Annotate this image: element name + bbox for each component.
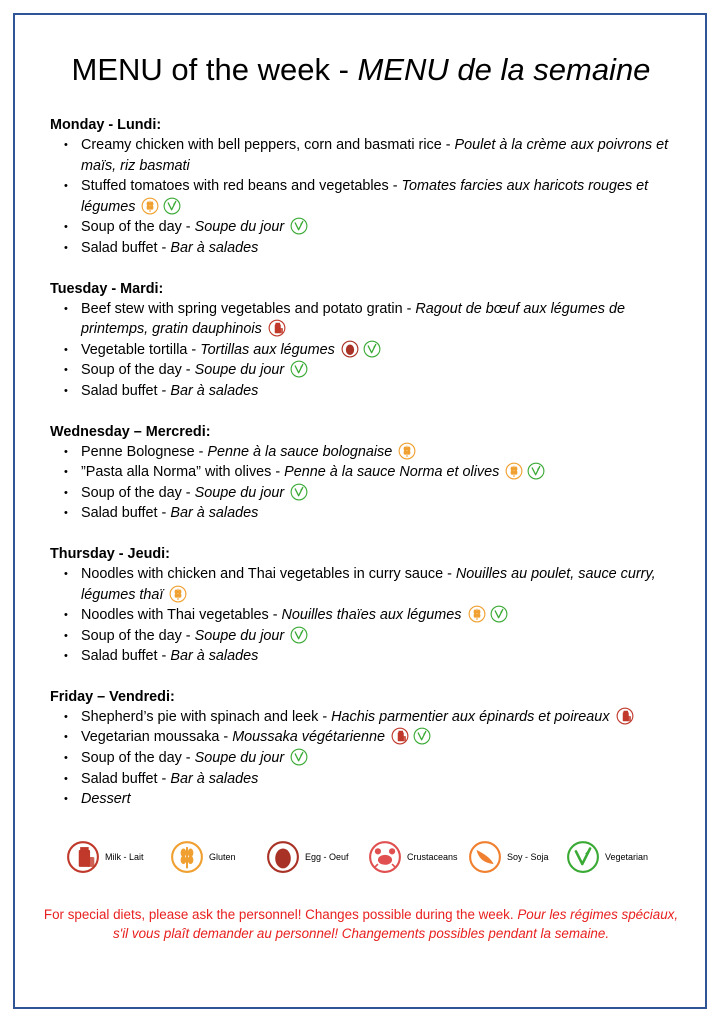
dish-item — [64, 626, 690, 647]
gluten-icon — [141, 197, 159, 215]
bullet-icon: • — [64, 731, 68, 744]
vegetarian-icon — [363, 340, 381, 358]
bullet-icon: • — [64, 241, 68, 254]
vegetarian-icon — [290, 626, 308, 644]
allergen-icons — [290, 483, 308, 501]
legend-label: Gluten — [209, 852, 236, 862]
dish-name-french: Penne à la sauce bolognaise — [207, 443, 393, 460]
menu-day — [50, 687, 690, 810]
dish-name-english: Shepherd’s pie with spinach and leek - — [81, 708, 332, 725]
vegetarian-icon — [290, 217, 308, 235]
dish-item — [64, 135, 690, 176]
dish-name-french: Bar à salades — [170, 505, 259, 522]
dish-item — [64, 769, 690, 790]
dish-name-french: Tortillas aux légumes — [200, 341, 335, 358]
dish-item — [64, 299, 690, 340]
legend-item-milk — [66, 840, 144, 874]
bullet-icon: • — [64, 302, 68, 315]
legend-item-soy — [468, 840, 549, 874]
dish-name-french: Moussaka végétarienne — [232, 729, 385, 746]
allergen-icons — [290, 626, 308, 644]
dish-name-english: Salad buffet - — [81, 505, 171, 522]
allergen-icons — [468, 605, 508, 623]
dish-item — [64, 483, 690, 504]
dish-list — [50, 299, 690, 402]
allergen-icons — [169, 585, 187, 603]
bullet-icon: • — [64, 710, 68, 723]
bullet-icon: • — [64, 466, 68, 479]
gluten-icon — [398, 442, 416, 460]
dish-item — [64, 707, 690, 728]
dish-item — [64, 462, 690, 483]
dish-list — [50, 135, 690, 259]
vegetarian-icon — [163, 197, 181, 215]
dish-name-english: Soup of the day - — [81, 219, 195, 236]
egg-icon — [266, 840, 300, 874]
dish-name-english: Soup of the day - — [81, 627, 195, 644]
menu-day — [50, 115, 690, 259]
dish-item — [64, 789, 690, 810]
weekly-menu — [50, 115, 690, 830]
bullet-icon: • — [64, 384, 68, 397]
bullet-icon: • — [64, 567, 68, 580]
menu-day — [50, 422, 690, 524]
legend-item-vegetarian — [566, 840, 648, 874]
allergen-icons — [341, 340, 381, 358]
menu-day — [50, 279, 690, 402]
gluten-icon — [505, 462, 523, 480]
dish-name-french: Hachis parmentier aux épinards et poireaux — [331, 708, 610, 725]
dish-name-english: Penne Bolognese - — [81, 443, 208, 460]
vegetarian-icon — [290, 483, 308, 501]
legend-item-crustaceans — [368, 840, 458, 874]
milk-icon — [268, 319, 286, 337]
gluten-icon — [169, 585, 187, 603]
dish-name-french: Bar à salades — [170, 382, 259, 399]
title-french: MENU de la semaine — [357, 52, 651, 87]
legend-label: Soy - Soja — [507, 852, 549, 862]
dish-name-french: Soupe du jour — [194, 627, 285, 644]
allergen-icons — [505, 462, 545, 480]
vegetarian-icon — [290, 748, 308, 766]
dish-name-english: Soup of the day - — [81, 362, 195, 379]
allergen-icons — [290, 360, 308, 378]
bullet-icon: • — [64, 793, 68, 806]
gluten-icon — [468, 605, 486, 623]
bullet-icon: • — [64, 364, 68, 377]
bullet-icon: • — [64, 486, 68, 499]
dish-item — [64, 340, 690, 361]
bullet-icon: • — [64, 343, 68, 356]
legend-item-gluten — [170, 840, 236, 874]
dish-list — [50, 564, 690, 667]
dish-item — [64, 381, 690, 402]
dish-item — [64, 748, 690, 769]
note-english: For special diets, please ask the personnel! Changes possible during the week. — [43, 907, 518, 922]
dish-item — [64, 238, 690, 259]
day-heading: Friday – Vendredi: — [50, 688, 175, 705]
bullet-icon: • — [64, 507, 68, 520]
allergen-icons — [141, 197, 181, 215]
dish-name-english: Vegetarian moussaka - — [81, 729, 233, 746]
legend-label: Milk - Lait — [105, 852, 144, 862]
dish-item — [64, 360, 690, 381]
dish-name-french: Bar à salades — [170, 239, 259, 256]
allergen-icons — [616, 707, 634, 725]
dish-item — [64, 176, 690, 217]
menu-day — [50, 544, 690, 667]
bullet-icon: • — [64, 139, 68, 151]
dish-name-english: Beef stew with spring vegetables and potato gratin - — [81, 300, 416, 317]
dish-name-french: Soupe du jour — [194, 750, 285, 767]
dish-name-french: Nouilles au poulet, sauce curry, légumes thaï — [81, 565, 656, 603]
allergen-icons — [290, 748, 308, 766]
dish-item — [64, 442, 690, 463]
vegetarian-icon — [490, 605, 508, 623]
special-diets-note — [40, 905, 682, 943]
legend-label: Crustaceans — [407, 852, 458, 862]
dish-name-english: Salad buffet - — [81, 770, 171, 787]
allergen-icons — [290, 217, 308, 235]
egg-icon — [341, 340, 359, 358]
dish-name-english: Noodles with chicken and Thai vegetables in curry sauce - — [81, 565, 456, 582]
title-english: MENU of the week - — [71, 52, 358, 87]
gluten-icon — [170, 840, 204, 874]
dish-name-french: Tomates farcies aux haricots rouges et légumes — [81, 178, 649, 215]
allergen-icons — [268, 319, 286, 337]
milk-icon — [616, 707, 634, 725]
vegetarian-icon — [290, 360, 308, 378]
dish-name-french: Bar à salades — [170, 648, 259, 665]
dish-name-french: Nouilles thaïes aux légumes — [281, 607, 462, 624]
dish-name-english: Noodles with Thai vegetables - — [81, 607, 282, 624]
dish-name-english: ”Pasta alla Norma” with olives - — [81, 464, 285, 481]
dish-name-english: Salad buffet - — [81, 648, 171, 665]
dish-name-english: Stuffed tomatoes with red beans and vegetables - — [81, 178, 402, 195]
note-french: Pour les régimes spéciaux, s'il vous plaît demander au personnel! Changements possibles pendant la semaine. — [112, 907, 679, 941]
legend-label: Vegetarian — [605, 852, 649, 862]
dish-name-english: Salad buffet - — [81, 239, 171, 256]
dish-name-french: Dessert — [81, 791, 131, 808]
bullet-icon: • — [64, 180, 68, 193]
day-heading: Wednesday – Mercredi: — [50, 423, 211, 440]
legend-item-egg — [266, 840, 349, 874]
bullet-icon: • — [64, 752, 68, 765]
bullet-icon: • — [64, 629, 68, 642]
bullet-icon: • — [64, 609, 68, 622]
dish-name-french: Poulet à la crème aux poivrons et maïs, riz basmati — [81, 137, 669, 174]
dish-name-french: Penne à la sauce Norma et olives — [284, 464, 500, 481]
dish-name-french: Bar à salades — [170, 770, 259, 787]
dish-item — [64, 727, 690, 748]
dish-name-english: Soup of the day - — [81, 484, 195, 501]
dish-item — [64, 605, 690, 626]
dish-name-english: Creamy chicken with bell peppers, corn and basmati rice - — [81, 137, 455, 153]
day-heading: Tuesday - Mardi: — [50, 280, 164, 297]
bullet-icon: • — [64, 445, 68, 458]
dish-list — [50, 442, 690, 524]
dish-item — [64, 564, 690, 605]
vegetarian-icon — [566, 840, 600, 874]
bullet-icon: • — [64, 650, 68, 663]
dish-name-english: Vegetable tortilla - — [81, 341, 201, 358]
soy-icon — [468, 840, 502, 874]
allergen-icons — [398, 442, 416, 460]
dish-item — [64, 217, 690, 238]
vegetarian-icon — [413, 727, 431, 745]
dish-name-french: Soupe du jour — [194, 219, 285, 236]
dish-item — [64, 646, 690, 667]
allergen-icons — [391, 727, 431, 745]
milk-icon — [391, 727, 409, 745]
milk-icon — [66, 840, 100, 874]
bullet-icon: • — [64, 221, 68, 234]
dish-name-english: Salad buffet - — [81, 382, 171, 399]
day-heading: Monday - Lundi: — [50, 117, 162, 133]
dish-name-french: Soupe du jour — [194, 484, 285, 501]
dish-name-french: Soupe du jour — [194, 362, 285, 379]
dish-name-english: Soup of the day - — [81, 750, 195, 767]
vegetarian-icon — [527, 462, 545, 480]
bullet-icon: • — [64, 772, 68, 785]
day-heading: Thursday - Jeudi: — [50, 545, 170, 562]
dish-list — [50, 707, 690, 810]
allergen-legend — [66, 840, 666, 880]
legend-label: Egg - Oeuf — [305, 852, 349, 862]
page-title — [0, 50, 722, 90]
dish-name-french: Ragout de bœuf aux légumes de printemps, gratin dauphinois — [81, 300, 625, 338]
dish-item — [64, 503, 690, 524]
crustaceans-icon — [368, 840, 402, 874]
